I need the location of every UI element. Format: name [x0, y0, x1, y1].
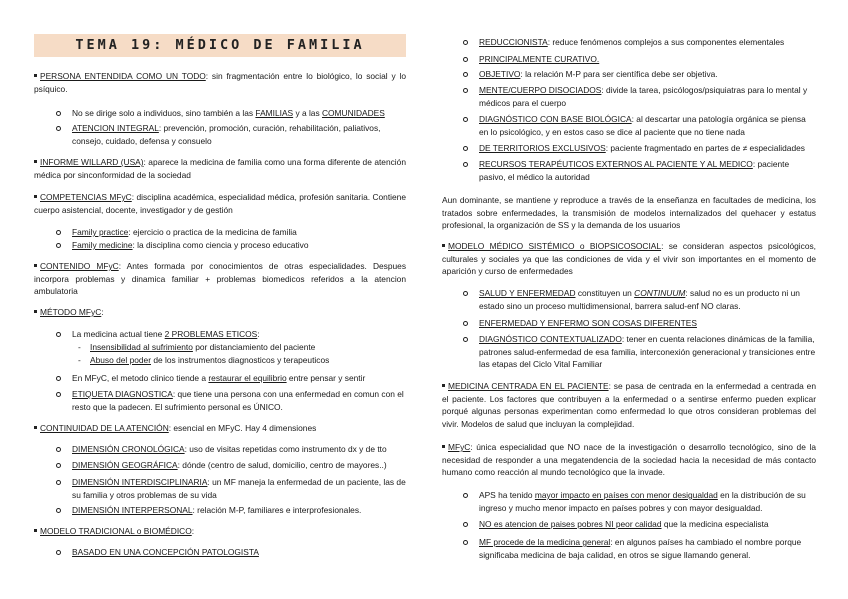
list-item: - Insensibilidad al sufrimiento por distanciamiento del paciente: [78, 342, 316, 352]
list-item: APS ha tenido mayor impacto en países con menor desigualdad en la distribución de su ingreso y mucho menor impacto en países pobres y con mayor desigualdad.: [479, 489, 816, 514]
circle-bullet-icon: [56, 508, 61, 513]
square-bullet-icon: [442, 445, 445, 448]
list-item: DIMENSIÓN INTERPERSONAL: relación M-P, familiares e interprofesionales.: [72, 504, 406, 517]
list-item: OBJETIVO: la relación M-P para ser científica debe ser objetiva.: [479, 68, 816, 81]
paragraph-persona: PERSONA ENTENDIDA COMO UN TODO: sin fragmentación entre lo biológico, lo social y lo psíquico.: [34, 71, 406, 94]
paragraph-metodo: MÉTODO MFyC:: [34, 306, 406, 319]
heading-persona: PERSONA ENTENDIDA COMO UN TODO: [40, 71, 206, 81]
list-item: MF procede de la medicina general: en algunos países ha cambiado el nombre porque significaba medicina de baja calidad, en otros se sigue llamando general.: [479, 536, 816, 561]
circle-bullet-icon: [463, 162, 468, 167]
circle-bullet-icon: [463, 40, 468, 45]
circle-bullet-icon: [56, 243, 61, 248]
square-bullet-icon: [34, 310, 37, 313]
square-bullet-icon: [34, 74, 37, 77]
dash-bullet-icon: -: [78, 355, 81, 365]
circle-bullet-icon: [463, 72, 468, 77]
list-item: BASADO EN UNA CONCEPCIÓN PATOLOGISTA: [72, 546, 406, 559]
square-bullet-icon: [34, 195, 37, 198]
circle-bullet-icon: [56, 550, 61, 555]
list-item: RECURSOS TERAPÉUTICOS EXTERNOS AL PACIENTE Y AL MEDICO: paciente pasivo, el médico la autoridad: [479, 158, 816, 183]
paragraph-competencias: COMPETENCIAS MFyC: disciplina académica, especialidad médica, profesión sanitaria. Contiene cuerpo asistencial, docente, investigador y de gestión: [34, 192, 406, 215]
list-item: Family medicine: la disciplina como ciencia y proceso educativo: [72, 239, 406, 252]
circle-bullet-icon: [463, 117, 468, 122]
paragraph-willard: INFORME WILLARD (USA): aparece la medicina de familia como una forma diferente de atención médica por sinconformidad de la sociedad: [34, 157, 406, 180]
circle-bullet-icon: [463, 337, 468, 342]
paragraph-modelo-sistemico: MODELO MÉDICO SISTÉMICO o BIOPSICOSOCIAL: se consideran aspectos psicológicos, culturales y sociales ya que las condiciones de vida y el vivir son importantes en el momento de aparición y curso de enfermedades: [442, 241, 816, 277]
list-item: La medicina actual tiene 2 PROBLEMAS ETICOS:: [72, 328, 406, 341]
circle-bullet-icon: [56, 447, 61, 452]
list-item: En MFyC, el metodo clinico tiende a restaurar el equilibrio entre pensar y sentir: [72, 372, 406, 385]
circle-bullet-icon: [463, 321, 468, 326]
circle-bullet-icon: [56, 126, 61, 131]
list-item: No se dirige solo a individuos, sino también a las FAMILIAS y a las COMUNIDADES: [72, 107, 406, 120]
page-title: TEMA 19: MÉDICO DE FAMILIA: [34, 34, 406, 57]
dash-bullet-icon: -: [78, 342, 81, 352]
list-item: ENFERMEDAD Y ENFERMO SON COSAS DIFERENTES: [479, 317, 816, 330]
paragraph-contenido: CONTENIDO MFyC: Antes formada por conocimientos de otras especialidades. Despues incorpora problemas y dinamica familiar + problemas biomedicos referidos a la atencion ambulatoria: [34, 261, 407, 297]
circle-bullet-icon: [56, 463, 61, 468]
paragraph-modelo-tradicional: MODELO TRADICIONAL o BIOMÉDICO:: [34, 525, 406, 538]
square-bullet-icon: [442, 384, 445, 387]
square-bullet-icon: [34, 426, 37, 429]
circle-bullet-icon: [56, 392, 61, 397]
square-bullet-icon: [442, 244, 445, 247]
square-bullet-icon: [34, 529, 37, 532]
circle-bullet-icon: [463, 57, 468, 62]
circle-bullet-icon: [463, 540, 468, 545]
circle-bullet-icon: [56, 332, 61, 337]
circle-bullet-icon: [56, 230, 61, 235]
circle-bullet-icon: [463, 88, 468, 93]
list-item: NO es atencion de paises pobres NI peor calidad que la medicina especialista: [479, 518, 816, 531]
list-item: - Abuso del poder de los instrumentos diagnosticos y terapeuticos: [78, 355, 330, 365]
paragraph-dominante: Aun dominante, se mantiene y reproduce a través de la enseñanza en facultades de medicina, los tratados sobre enfermedades, la transmisión de modelos internalizados del quehacer y estatus profesional, la organización de SS y la demanda de los usuarios: [442, 195, 816, 231]
circle-bullet-icon: [463, 522, 468, 527]
list-item: DIAGNÓSTICO CON BASE BIOLÓGICA: al descartar una patología orgánica se piensa en lo psicológico, y en estos caso se dice al paciente que no tiene nada: [479, 113, 816, 138]
list-item: DIAGNÓSTICO CONTEXTUALIZADO: tener en cuenta relaciones dinámicas de la familia, patrones salud-enfermedad de esa familia, interconexión generacional y transiciones entre las etapas del Ciclo Vital Familiar: [479, 333, 816, 371]
list-item: REDUCCIONISTA: reduce fenómenos complejos a sus componentes elementales: [479, 36, 816, 49]
paragraph-mfyc: MFyC: única especialidad que NO nace de la investigación o desarrollo tecnológico, sino de la necesidad de responder a una megatendencia de la sociedad hacia la necesidad de más contacto humano como reacción al mundo tecnológico que la invade.: [442, 442, 816, 478]
circle-bullet-icon: [56, 111, 61, 116]
list-item: MENTE/CUERPO DISOCIADOS: divide la tarea, psicólogos/psiquiatras para lo mental y médicos para el cuerpo: [479, 84, 816, 109]
list-item: Family practice: ejercicio o practica de la medicina de familia: [72, 226, 406, 239]
list-item: DIMENSIÓN CRONOLÓGICA: uso de visitas repetidas como instrumento dx y de tto: [72, 443, 406, 456]
list-item: DIMENSIÓN INTERDISCIPLINARIA: un MF maneja la enfermedad de un paciente, las de su familia y otros problemas de su vida: [72, 476, 406, 501]
circle-bullet-icon: [463, 493, 468, 498]
list-item: DIMENSIÓN GEOGRÁFICA: dónde (centro de salud, domicilio, centro de mayores..): [72, 459, 406, 472]
circle-bullet-icon: [463, 146, 468, 151]
paragraph-continuidad: CONTINUIDAD DE LA ATENCIÓN: esencial en MFyC. Hay 4 dimensiones: [34, 422, 406, 435]
list-item: ATENCION INTEGRAL: prevención, promoción, curación, rehabilitación, paliativos, consejo, cuidado, defensa y consuelo: [72, 122, 406, 147]
circle-bullet-icon: [463, 291, 468, 296]
circle-bullet-icon: [56, 480, 61, 485]
square-bullet-icon: [34, 264, 37, 267]
paragraph-centrada-paciente: MEDICINA CENTRADA EN EL PACIENTE: se pasa de centrada en la enfermedad a centrada en el paciente. Los factores que contribuyen a la enfermedad o a sentirse enfermo pueden explicar porqué algunas personas experimentan como enfermedad lo que otros consideran problemas del vivir. Modelos de salud que incluyan la complejidad.: [442, 381, 816, 429]
square-bullet-icon: [34, 160, 37, 163]
list-item: PRINCIPALMENTE CURATIVO.: [479, 53, 816, 66]
circle-bullet-icon: [56, 376, 61, 381]
list-item: ETIQUETA DIAGNOSTICA: que tiene una persona con una enfermedad en comun con el resto que la padecen. El sufrimiento personal es ÚNICO.: [72, 388, 406, 413]
list-item: SALUD Y ENFERMEDAD constituyen un CONTINUUM: salud no es un producto ni un estado sino un proceso multidimensional, barrera salud-enf NO claras.: [479, 287, 816, 312]
list-item: DE TERRITORIOS EXCLUSIVOS: paciente fragmentado en partes de ≠ especialidades: [479, 142, 816, 155]
